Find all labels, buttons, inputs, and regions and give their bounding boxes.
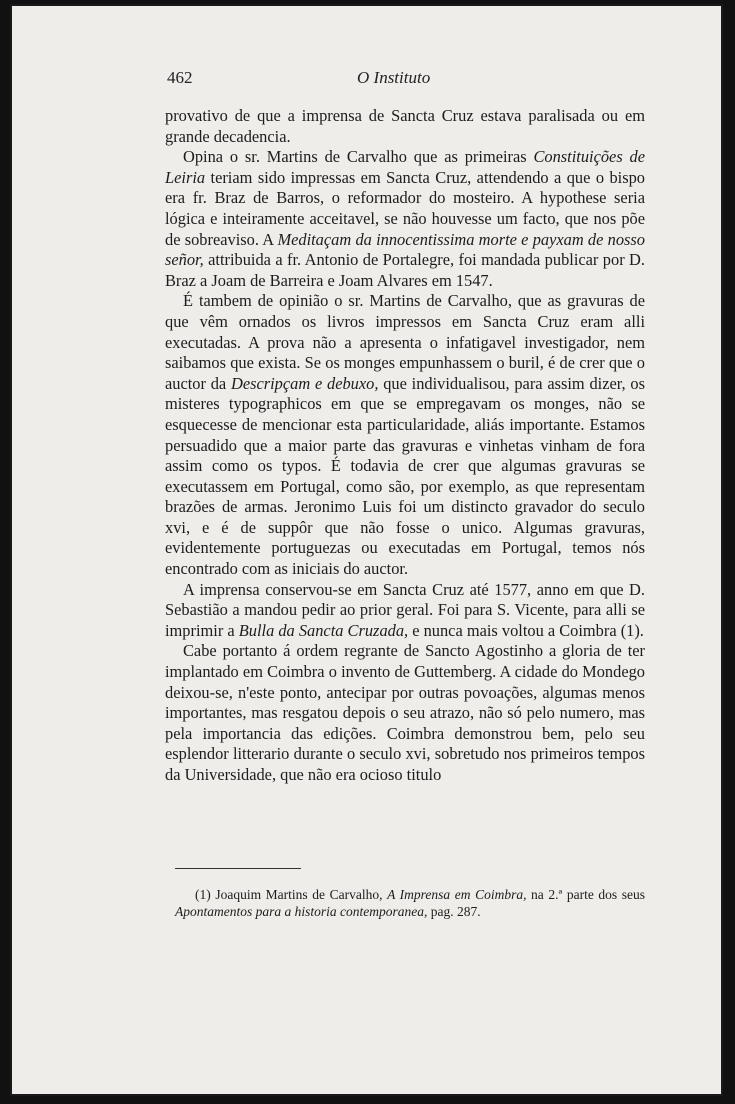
text-run: na 2.ª parte dos seus	[526, 887, 646, 902]
body-text	[165, 106, 645, 786]
paragraph	[165, 106, 645, 147]
footnote	[175, 886, 645, 920]
page	[10, 4, 723, 1096]
italic-text: Descripçam e debuxo,	[230, 373, 379, 393]
footnotes	[175, 886, 645, 920]
paragraph	[165, 147, 645, 291]
text-run: A imprensa conservou-se em Sancta Cruz até 1577, anno em que D. Sebastião a mandou pedir ao prior geral. Foi para S. Vicente, para alli se imprimir a	[165, 579, 645, 640]
running-head	[167, 68, 567, 92]
text-run: (1) Joaquim Martins de Carvalho,	[195, 887, 388, 902]
text-run: e nunca mais voltou a Coimbra (1).	[408, 620, 644, 640]
paragraph	[165, 641, 645, 785]
italic-text: Meditaçam da innocentissima morte e payxam de nosso señor,	[165, 229, 645, 270]
text-run: que individualisou, para assim dizer, os misteres typographicos em que se empregavam os monges, não se esquecesse de mencionar esta particularidade, aliás importante. Estamos persuadido que a maior parte das gravuras e vinhetas vinham de fora assim como os typos. É todavia de crer que algumas gravuras se executassem em Portugal, como são, por exemplo, as que representam brazões de armas. Jeronimo Luis foi um distincto gravador do seculo xvi, e é de suppôr que não fosse o unico. Algumas gravuras, evidentemente portuguezas ou executadas em Portugal, temos nós encontrado com as iniciais do auctor.	[165, 373, 645, 579]
text-run: É tambem de opinião o sr. Martins de Carvalho, que as gravuras de que vêm ornados os livros impressos em Sancta Cruz eram alli executadas. A prova não a apresenta o infatigavel investigador, nem saibamos que exista. Se os monges empunhassem o buril, é de crer que o auctor da	[165, 291, 645, 393]
italic-text: Apontamentos para a historia contemporanea,	[175, 904, 428, 919]
text-run: Opina o sr. Martins de Carvalho que as primeiras	[183, 147, 534, 167]
text-run: teriam sido impressas em Sancta Cruz, attendendo a que o bispo era fr. Braz de Barros, o reformador do mosteiro. A hypothese seria lógica e inteiramente acceitavel, se não houvesse um facto, que nos põe de sobreaviso. A	[165, 167, 645, 249]
text-run: Cabe portanto á ordem regrante de Sancto Agostinho a gloria de ter implantado em Coimbra o invento de Guttemberg. A cidade do Mondego deixou-se, n'este ponto, antecipar por outras povoações, algumas menos importantes, mas resgatou depois o seu atrazo, não só pelo numero, mas pela importancia das edições. Coimbra demonstrou bem, pelo seu esplendor litterario durante o seculo xvi, sobretudo nos primeiros tempos da Universidade, que não era ocioso titulo	[165, 641, 645, 784]
text-run: pag. 287.	[427, 904, 481, 919]
footnote-rule	[175, 868, 301, 869]
paragraph	[165, 580, 645, 642]
text-run: attribuida a fr. Antonio de Portalegre, foi mandada publicar por D. Braz a Joam de Barreira e Joam Alvares em 1547.	[165, 250, 645, 290]
italic-text: A Imprensa em Coimbra,	[387, 887, 527, 902]
italic-text: Constituições de Leiria	[165, 147, 645, 187]
italic-text: Bulla da Sancta Cruzada,	[238, 620, 409, 640]
paragraph	[165, 291, 645, 579]
text-run: provativo de que a imprensa de Sancta Cruz estava paralisada ou em grande decadencia.	[165, 106, 645, 146]
journal-title: O Instituto	[357, 68, 431, 87]
page-number: 462	[167, 68, 193, 87]
